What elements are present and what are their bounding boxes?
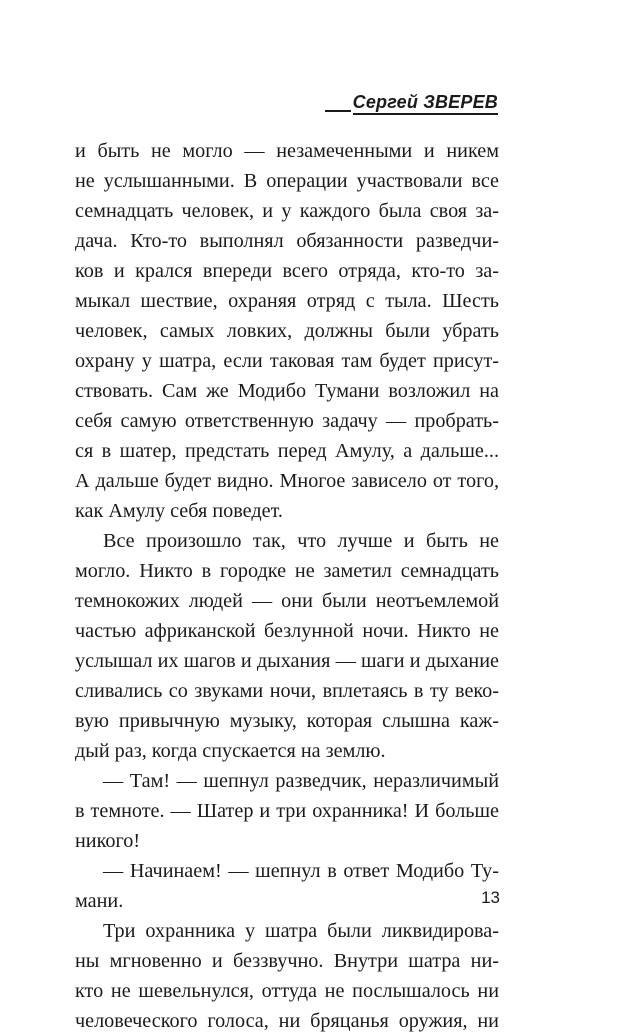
- text-line: дача. Кто-то выполнял обязанности разведчи-: [75, 230, 499, 252]
- text-line: не услышанными. В операции участвовали все: [75, 170, 499, 192]
- text-line: сливались со звуками ночи, вплетаясь в ту веко-: [75, 680, 499, 702]
- text-line: человек, самых ловких, должны были убрать: [75, 320, 499, 342]
- text-line: человеческого голоса, ни бряцанья оружия, ни: [75, 1010, 499, 1032]
- text-line: мыкал шествие, охраняя отряд с тыла. Шесть: [75, 290, 499, 312]
- text-line: мани.: [75, 890, 124, 912]
- header-rule: [325, 110, 351, 112]
- page-number: 13: [481, 888, 500, 907]
- text-line: семнадцать человек, и у каждого была своя за-: [75, 200, 499, 222]
- text-line: дый раз, когда спускается на землю.: [75, 740, 386, 762]
- header-author: Сергей ЗВЕРЕВ: [353, 92, 498, 115]
- text-line: охрану у шатра, если таковая там будет присут-: [75, 350, 499, 372]
- text-line: ны мгновенно и беззвучно. Внутри шатра ни-: [75, 950, 499, 972]
- text-line: Все произошло так, что лучше и быть не: [103, 530, 499, 552]
- text-line: частью африканской безлунной ночи. Никто не: [75, 620, 499, 642]
- text-line: в темноте. — Шатер и три охранника! И больше: [75, 800, 499, 822]
- text-line: Три охранника у шатра были ликвидирова-: [103, 920, 499, 942]
- text-line: ся в шатер, предстать перед Амулу, а дальше...: [75, 440, 499, 462]
- text-line: услышал их шагов и дыхания — шаги и дыхание: [75, 650, 499, 672]
- body-text: [75, 136, 499, 1036]
- text-line: никого!: [75, 830, 141, 852]
- text-line: и быть не могло — незамеченными и никем: [75, 140, 499, 162]
- text-line: — Там! — шепнул разведчик, неразличимый: [103, 770, 499, 792]
- text-line: могло. Никто в городке не заметил семнадцать: [75, 560, 499, 582]
- text-line: — Начинаем! — шепнул в ответ Модибо Ту-: [103, 860, 499, 882]
- text-line: ствовать. Сам же Модибо Тумани возложил на: [75, 380, 499, 402]
- text-line: кто не шевельнулся, оттуда не послышалось ни: [75, 980, 499, 1002]
- running-header: [325, 92, 498, 115]
- text-line: ков и крался впереди всего отряда, кто-то за-: [75, 260, 499, 282]
- text-line: темнокожих людей — они были неотъемлемой: [75, 590, 499, 612]
- text-line: вую привычную музыку, которая слышна каж-: [75, 710, 499, 732]
- text-line: себя самую ответственную задачу — пробрать-: [75, 410, 499, 432]
- text-line: как Амулу себя поведет.: [75, 500, 283, 522]
- text-line: А дальше будет видно. Многое зависело от того,: [75, 470, 499, 492]
